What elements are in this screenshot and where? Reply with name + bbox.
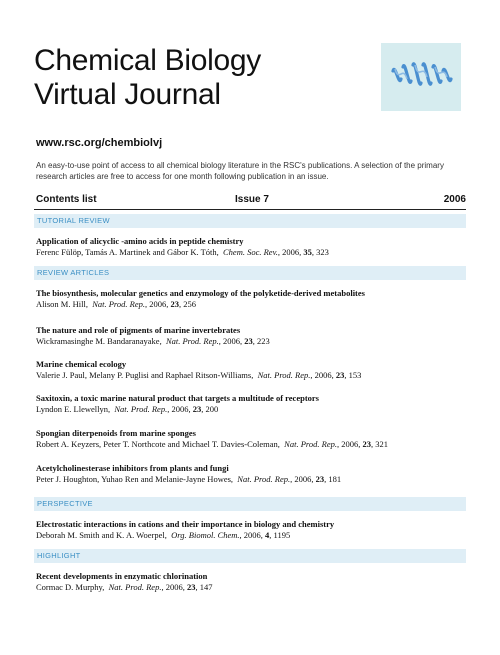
article-entry xyxy=(36,519,466,541)
section-header xyxy=(34,497,466,511)
article-title-link[interactable]: Saxitoxin, a toxic marine natural product that targets a multitude of receptors xyxy=(36,393,319,403)
article-citation: Peter J. Houghton, Yuhao Ren and Melanie-Jayne Howes, Nat. Prod. Rep., 2006, 23, 181 xyxy=(36,474,342,484)
contents-list-label: Contents list xyxy=(36,194,97,205)
article-entry xyxy=(36,288,466,310)
article-year: 2006 xyxy=(243,530,261,540)
journal-url[interactable]: www.rsc.org/chembiolvj xyxy=(36,137,163,149)
article-title-link[interactable]: Marine chemical ecology xyxy=(36,359,127,369)
article-journal: Org. Biomol. Chem. xyxy=(171,530,240,540)
article-entry xyxy=(36,463,466,485)
article-entry xyxy=(36,428,466,450)
section-header xyxy=(34,549,466,563)
year-label: 2006 xyxy=(443,194,466,205)
article-citation: Alison M. Hill, Nat. Prod. Rep., 2006, 23, 256 xyxy=(36,299,197,309)
article-citation: Valerie J. Paul, Melany P. Puglisi and Raphael Ritson-Williams, Nat. Prod. Rep., 2006, 23, 153 xyxy=(36,370,362,380)
article-citation: Lyndon E. Llewellyn, Nat. Prod. Rep., 2006, 23, 200 xyxy=(36,404,219,414)
article-volume: 23 xyxy=(315,474,325,484)
issue-label: Issue 7 xyxy=(235,194,269,205)
article-authors: Valerie J. Paul, Melany P. Puglisi and Raphael Ritson-Williams, xyxy=(36,370,254,380)
article-entry xyxy=(36,236,466,258)
article-citation: Robert A. Keyzers, Peter T. Northcote and Michael T. Davies-Coleman, Nat. Prod. Rep., 2006, 23, 321 xyxy=(36,439,388,449)
article-authors: Wickramasinghe M. Bandaranayake, xyxy=(36,336,162,346)
article-volume: 23 xyxy=(170,299,180,309)
article-entry xyxy=(36,571,466,593)
article-journal: Nat. Prod. Rep. xyxy=(92,299,146,309)
section-header xyxy=(34,214,466,228)
article-year: 2006 xyxy=(171,404,189,414)
article-year: 2006 xyxy=(165,582,183,592)
section-label: HIGHLIGHT xyxy=(37,551,81,560)
article-title-link[interactable]: The nature and role of pigments of marine invertebrates xyxy=(36,325,241,335)
article-title-link[interactable]: Recent developments in enzymatic chlorination xyxy=(36,571,208,581)
article-title-link[interactable]: Electrostatic interactions in cations and their importance in biology and chemistry xyxy=(36,519,335,529)
article-title-link[interactable]: The biosynthesis, molecular genetics and enzymology of the polyketide-derived metabolites xyxy=(36,288,365,298)
journal-description: An easy-to-use point of access to all chemical biology literature in the RSC's publications. A selection of the primary research articles are free to access for one month following publication in an issue. xyxy=(36,161,444,181)
article-volume: 23 xyxy=(244,336,253,346)
article-page: 147 xyxy=(199,582,213,592)
header-rule xyxy=(34,209,466,210)
section-label: PERSPECTIVE xyxy=(37,499,93,508)
article-year: 2006 xyxy=(223,336,241,346)
article-page: 181 xyxy=(328,474,342,484)
journal-title xyxy=(34,44,334,112)
article-page: 1195 xyxy=(273,530,291,540)
article-page: 323 xyxy=(316,247,329,257)
article-authors: Deborah M. Smith and K. A. Woerpel, xyxy=(36,530,167,540)
article-authors: Robert A. Keyzers, Peter T. Northcote and Michael T. Davies-Coleman, xyxy=(36,439,280,449)
article-journal: Chem. Soc. Rev. xyxy=(223,247,278,257)
article-entry xyxy=(36,359,466,381)
article-journal: Nat. Prod. Rep. xyxy=(257,370,311,380)
article-authors: Alison M. Hill, xyxy=(36,299,88,309)
contents-header xyxy=(36,194,466,208)
article-entry xyxy=(36,393,466,415)
article-volume: 23 xyxy=(335,370,345,380)
article-journal: Nat. Prod. Rep. xyxy=(237,474,291,484)
article-year: 2006 xyxy=(282,247,300,257)
article-journal: Nat. Prod. Rep. xyxy=(114,404,168,414)
article-citation: Cormac D. Murphy, Nat. Prod. Rep., 2006, 23, 147 xyxy=(36,582,213,592)
article-entry xyxy=(36,325,466,347)
article-page: 321 xyxy=(375,439,388,449)
article-volume: 35 xyxy=(303,247,312,257)
article-authors: Lyndon E. Llewellyn, xyxy=(36,404,111,414)
section-label: TUTORIAL REVIEW xyxy=(37,216,110,225)
article-page: 223 xyxy=(257,336,270,346)
dna-logo-icon xyxy=(381,43,461,111)
article-journal: Nat. Prod. Rep. xyxy=(284,439,337,449)
article-volume: 23 xyxy=(362,439,371,449)
article-citation: Ferenc Fülöp, Tamás A. Martinek and Gábor K. Tóth, Chem. Soc. Rev., 2006, 35, 323 xyxy=(36,247,329,257)
section-label: REVIEW ARTICLES xyxy=(37,268,110,277)
article-year: 2006 xyxy=(341,439,359,449)
article-volume: 23 xyxy=(186,582,196,592)
journal-title-line1: Chemical Biology xyxy=(34,44,261,77)
article-page: 200 xyxy=(205,404,219,414)
article-citation: Deborah M. Smith and K. A. Woerpel, Org. Biomol. Chem., 2006, 4, 1195 xyxy=(36,530,291,540)
section-header xyxy=(34,266,466,280)
journal-title-line2: Virtual Journal xyxy=(34,78,221,111)
article-authors: Cormac D. Murphy, xyxy=(36,582,105,592)
article-authors: Peter J. Houghton, Yuhao Ren and Melanie-Jayne Howes, xyxy=(36,474,234,484)
article-year: 2006 xyxy=(314,370,332,380)
article-page: 256 xyxy=(183,299,197,309)
article-authors: Ferenc Fülöp, Tamás A. Martinek and Gábor K. Tóth, xyxy=(36,247,219,257)
article-title-link[interactable]: Acetylcholinesterase inhibitors from plants and fungi xyxy=(36,463,229,473)
article-journal: Nat. Prod. Rep. xyxy=(165,336,219,346)
article-title-link[interactable]: Application of alicyclic -amino acids in peptide chemistry xyxy=(36,236,244,246)
article-year: 2006 xyxy=(294,474,312,484)
article-journal: Nat. Prod. Rep. xyxy=(108,582,162,592)
article-title-link[interactable]: Spongian diterpenoids from marine sponges xyxy=(36,428,196,438)
article-page: 153 xyxy=(348,370,362,380)
article-year: 2006 xyxy=(149,299,167,309)
article-volume: 23 xyxy=(192,404,202,414)
article-citation: Wickramasinghe M. Bandaranayake, Nat. Prod. Rep., 2006, 23, 223 xyxy=(36,336,270,346)
article-volume: 4 xyxy=(265,530,270,540)
